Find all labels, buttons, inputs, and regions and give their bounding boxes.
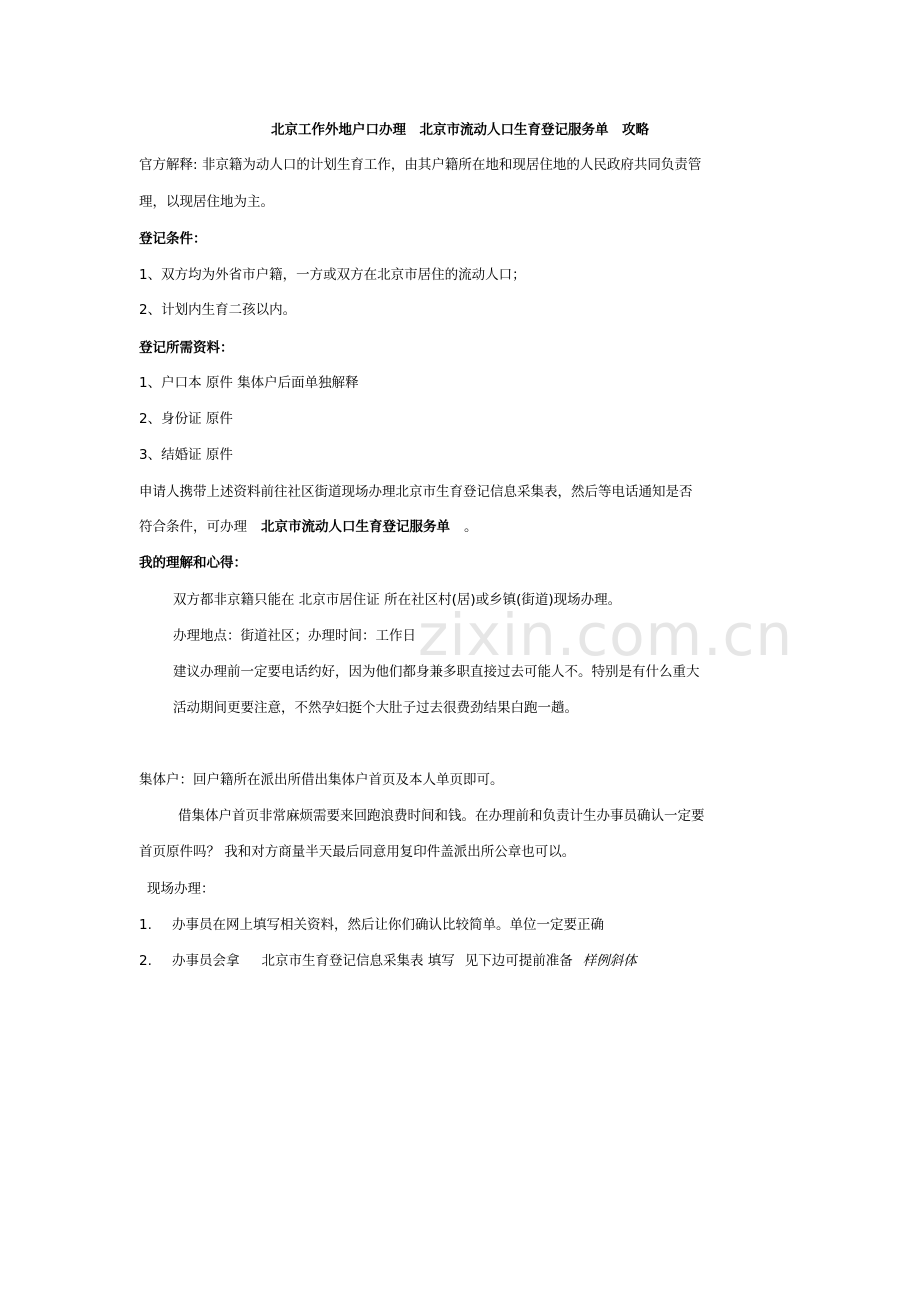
onsite-item-text-a: 办事员会拿 [172,953,240,969]
onsite-item [139,951,637,971]
official-explanation-line2: 理，以现居住地为主。 [139,194,274,210]
understanding-line: 双方都非京籍只能在 北京市居住证 所在社区村(居)或乡镇(街道)现场办理。 [173,592,622,608]
onsite-item-text-c: 见下边可提前准备 [464,953,573,969]
conditions-heading: 登记条件： [139,231,207,247]
onsite-item-italic-sample: 样例斜体 [582,953,637,969]
understanding-line: 建议办理前一定要电话约好，因为他们都身兼多职直接过去可能人不。特别是有什么重大 [173,664,700,680]
collective-line1: 集体户：回户籍所在派出所借出集体户首页及本人单页即可。 [139,772,504,788]
onsite-item-text: 办事员在网上填写相关资料，然后让你们确认比较简单。单位一定要正确 [172,917,604,933]
condition-item: 1、双方均为外省市户籍，一方或双方在北京市居住的流动人口； [139,267,526,283]
apply-line2-suffix: 。 [464,519,478,535]
list-number: 1. [139,917,152,933]
service-form-name: 北京市流动人口生育登记服务单 [261,519,450,535]
materials-heading: 登记所需资料： [139,340,234,356]
understanding-line: 办理地点：街道社区；办理时间：工作日 [173,628,416,644]
understanding-line: 活动期间更要注意，不然孕妇挺个大肚子过去很费劲结果白跑一趟。 [173,700,578,716]
onsite-heading: 现场办理： [147,881,215,897]
material-item: 2、身份证 原件 [139,411,233,427]
watermark: zixin.com.cn [418,601,794,669]
apply-line2 [139,517,478,537]
condition-item: 2、计划内生育二孩以内。 [139,302,297,318]
official-explanation-line1: 官方解释: 非京籍为动人口的计划生育工作，由其户籍所在地和现居住地的人民政府共同负责管 [139,157,702,173]
collective-line3: 首页原件吗？ 我和对方商量半天最后同意用复印件盖派出所公章也可以。 [139,844,576,860]
onsite-item [139,915,604,935]
onsite-item-form-name: 北京市生育登记信息采集表 填写 [261,953,455,969]
apply-line2-prefix: 符合条件，可办理 [139,519,247,535]
material-item: 1、户口本 原件 集体户后面单独解释 [139,375,359,391]
apply-line1: 申请人携带上述资料前往社区街道现场办理北京市生育登记信息采集表，然后等电话通知是否 [139,484,693,500]
document-title: 北京工作外地户口办理 北京市流动人口生育登记服务单 攻略 [271,122,649,138]
material-item: 3、结婚证 原件 [139,447,233,463]
understanding-heading: 我的理解和心得： [139,555,247,571]
list-number: 2. [139,953,152,969]
collective-line2: 借集体户首页非常麻烦需要来回跑浪费时间和钱。在办理前和负责计生办事员确认一定要 [178,808,705,824]
